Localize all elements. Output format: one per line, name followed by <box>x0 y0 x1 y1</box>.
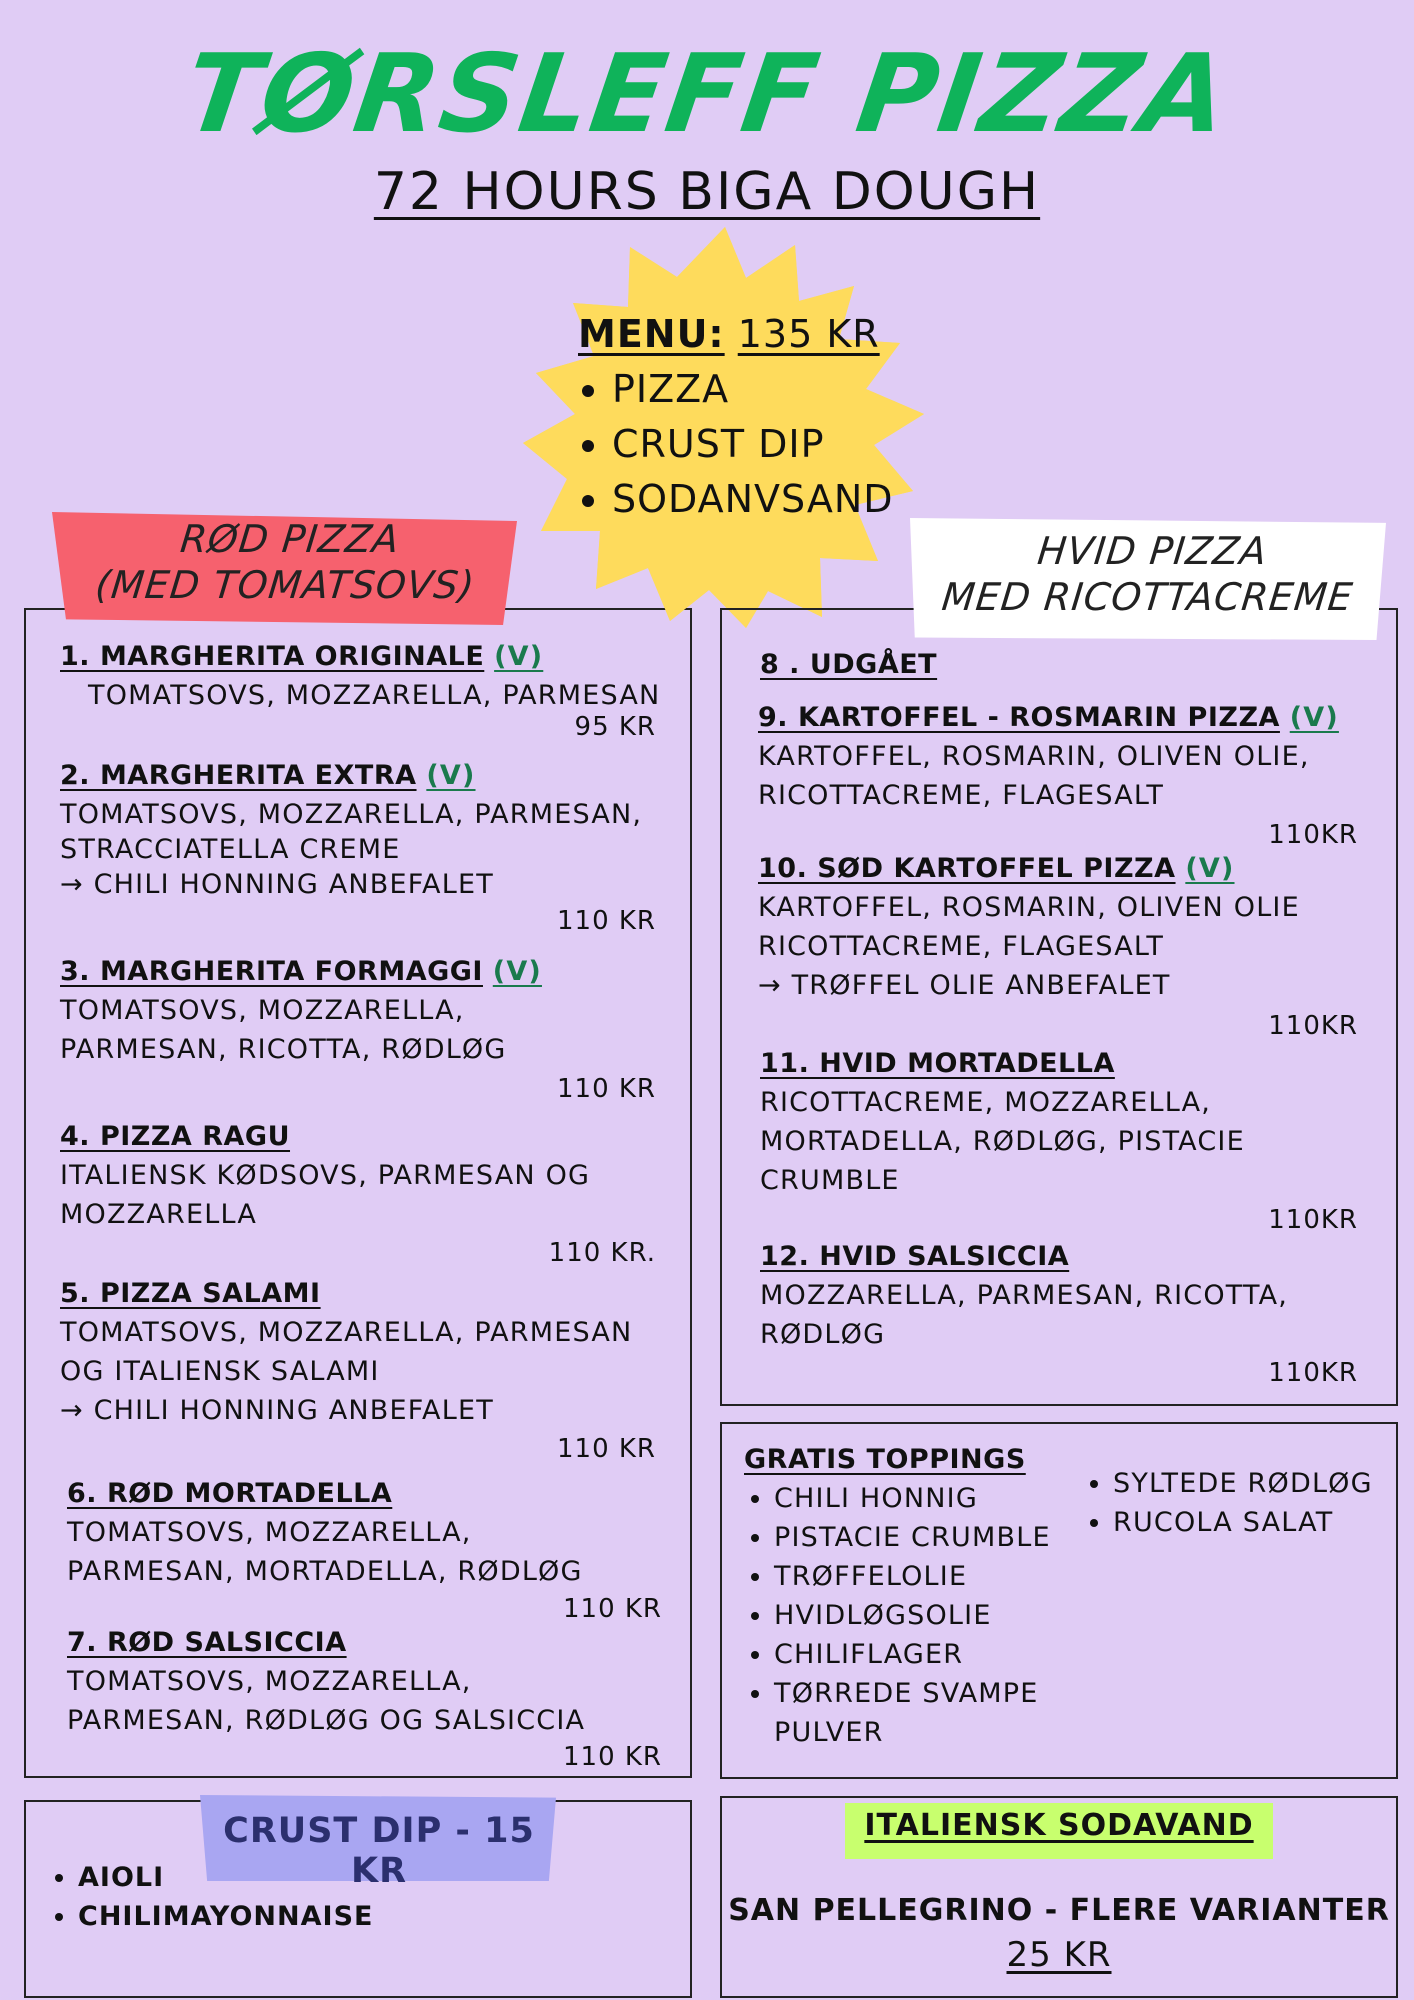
pizza-item-4 <box>60 1117 680 1234</box>
menu-deal-item: • PIZZA <box>612 362 918 417</box>
pizza-name: 8 . UDGÅET <box>760 649 938 680</box>
pizza-desc: TOMATSOVS, MOZZARELLA, <box>67 1666 472 1697</box>
pizza-desc: MOZZARELLA, PARMESAN, RICOTTA, <box>760 1280 1289 1311</box>
pizza-desc: MORTADELLA, RØDLØG, PISTACIE <box>760 1126 1245 1157</box>
pizza-price: 110KR <box>1268 1205 1358 1235</box>
soda-title <box>845 1808 1273 1843</box>
topping-item: • TRØFFELOLIE <box>774 1557 1094 1596</box>
vegetarian-badge: (V) <box>1289 702 1339 733</box>
pizza-name: 5. PIZZA SALAMI <box>60 1278 321 1309</box>
soda-price <box>720 1935 1398 1975</box>
pizza-item-8 <box>760 645 1380 684</box>
pizza-desc: MOZZARELLA <box>60 1199 258 1230</box>
menu-deal-list <box>578 362 918 527</box>
pizza-item-2 <box>60 756 680 904</box>
crust-dip-title: CRUST DIP - 15 KR <box>223 1811 535 1891</box>
pizza-desc: STRACCIATELLA CREME <box>60 834 401 865</box>
pizza-name: 3. MARGHERITA FORMAGGI <box>60 956 483 987</box>
toppings-list-left <box>744 1479 1094 1752</box>
pizza-price: 110KR <box>1268 820 1358 850</box>
menu-deal-item: • CRUST DIP <box>612 417 918 472</box>
menu-deal-item: • SODANVSAND <box>612 472 918 527</box>
pizza-recommendation: → TRØFFEL OLIE ANBEFALET <box>758 970 1171 1001</box>
subtitle-text: 72 HOURS BIGA DOUGH <box>373 162 1041 222</box>
white-pizza-subheading: MED RICOTTACREME <box>939 575 1356 619</box>
soda-desc: SAN PELLEGRINO - FLERE VARIANTER <box>728 1893 1390 1928</box>
toppings-title: GRATIS TOPPINGS <box>744 1444 1026 1475</box>
pizza-item-10 <box>758 849 1378 1005</box>
pizza-price: 110KR <box>1268 1358 1358 1388</box>
restaurant-title: TØRSLEFF PIZZA <box>177 32 1237 157</box>
pizza-price: 95 KR <box>574 712 656 742</box>
pizza-item-3 <box>60 952 680 1069</box>
pizza-desc: TOMATSOVS, MOZZARELLA, PARMESAN, <box>60 799 643 830</box>
pizza-name: 11. HVID MORTADELLA <box>760 1048 1115 1079</box>
pizza-desc: RICOTTACREME, FLAGESALT <box>758 931 1165 962</box>
pizza-item-5 <box>60 1274 680 1430</box>
pizza-item-1 <box>60 637 680 715</box>
soda-title-text: ITALIENSK SODAVAND <box>864 1808 1254 1843</box>
pizza-item-6 <box>67 1474 687 1591</box>
pizza-item-9 <box>758 698 1378 815</box>
dip-item: • AIOLI <box>78 1858 478 1897</box>
topping-item: • PISTACIE CRUMBLE <box>774 1518 1094 1557</box>
pizza-name: 7. RØD SALSICCIA <box>67 1627 347 1658</box>
pizza-price: 110 KR <box>562 1742 662 1772</box>
pizza-desc: ITALIENSK KØDSOVS, PARMESAN OG <box>60 1160 591 1191</box>
pizza-name: 2. MARGHERITA EXTRA <box>60 760 417 791</box>
topping-item: • TØRREDE SVAMPE PULVER <box>774 1674 1094 1752</box>
pizza-name: 12. HVID SALSICCIA <box>760 1241 1070 1272</box>
pizza-item-7 <box>67 1623 687 1740</box>
vegetarian-badge: (V) <box>492 956 542 987</box>
topping-item: • CHILIFLAGER <box>774 1635 1094 1674</box>
topping-item: • HVIDLØGSOLIE <box>774 1596 1094 1635</box>
pizza-price: 110 KR. <box>548 1238 656 1268</box>
menu-deal-header <box>578 312 918 356</box>
pizza-desc: TOMATSOVS, MOZZARELLA, <box>60 995 465 1026</box>
vegetarian-badge: (V) <box>1185 853 1235 884</box>
topping-item: • CHILI HONNIG <box>774 1479 1094 1518</box>
pizza-recommendation: → CHILI HONNING ANBEFALET <box>60 1395 494 1426</box>
pizza-recommendation: → CHILI HONNING ANBEFALET <box>60 869 494 900</box>
pizza-desc: TOMATSOVS, MOZZARELLA, <box>67 1517 472 1548</box>
pizza-desc: PARMESAN, RICOTTA, RØDLØG <box>60 1034 507 1065</box>
vegetarian-badge: (V) <box>494 641 544 672</box>
dip-item: • CHILIMAYONNAISE <box>78 1897 478 1936</box>
pizza-desc: OG ITALIENSK SALAMI <box>60 1356 380 1387</box>
red-pizza-tag-text <box>46 510 528 626</box>
soda-price-text: 25 KR <box>1006 1935 1112 1975</box>
pizza-item-11 <box>760 1044 1380 1200</box>
pizza-desc: RICOTTACREME, MOZZARELLA, <box>760 1087 1212 1118</box>
pizza-price: 110KR <box>1268 1011 1358 1041</box>
menu-deal-price: 135 KR <box>737 312 880 356</box>
pizza-name: 9. KARTOFFEL - ROSMARIN PIZZA <box>758 702 1280 733</box>
pizza-name: 4. PIZZA RAGU <box>60 1121 291 1152</box>
topping-item: • SYLTEDE RØDLØG <box>1113 1464 1413 1503</box>
white-pizza-tag-text <box>915 528 1385 620</box>
pizza-desc: PARMESAN, RØDLØG OG SALSICCIA <box>67 1705 586 1736</box>
pizza-desc: CRUMBLE <box>760 1165 900 1196</box>
red-pizza-heading: RØD PIZZA <box>178 517 402 561</box>
red-pizza-subheading: (MED TOMATSOVS) <box>93 563 478 607</box>
pizza-price: 110 KR <box>556 1074 656 1104</box>
pizza-price: 110 KR <box>556 1434 656 1464</box>
pizza-desc: RØDLØG <box>760 1319 886 1350</box>
crust-dip-list <box>48 1858 478 1936</box>
pizza-desc: KARTOFFEL, ROSMARIN, OLIVEN OLIE, <box>758 741 1310 772</box>
pizza-desc: TOMATSOVS, MOZZARELLA, PARMESAN <box>88 680 661 711</box>
pizza-name: 10. SØD KARTOFFEL PIZZA <box>758 853 1176 884</box>
pizza-name: 1. MARGHERITA ORIGINALE <box>60 641 485 672</box>
pizza-desc: RICOTTACREME, FLAGESALT <box>758 780 1165 811</box>
pizza-desc: TOMATSOVS, MOZZARELLA, PARMESAN <box>60 1317 633 1348</box>
pizza-item-12 <box>760 1237 1380 1354</box>
pizza-desc: PARMESAN, MORTADELLA, RØDLØG <box>67 1556 583 1587</box>
pizza-price: 110 KR <box>556 906 656 936</box>
subtitle <box>0 162 1414 222</box>
menu-deal-overlay <box>578 312 918 527</box>
pizza-desc: KARTOFFEL, ROSMARIN, OLIVEN OLIE <box>758 892 1300 923</box>
pizza-price: 110 KR <box>562 1594 662 1624</box>
white-pizza-heading: HVID PIZZA <box>1035 529 1270 573</box>
vegetarian-badge: (V) <box>426 760 476 791</box>
menu-deal-label: MENU: <box>578 312 725 356</box>
toppings-list-right <box>1083 1464 1413 1542</box>
pizza-name: 6. RØD MORTADELLA <box>67 1478 393 1509</box>
topping-item: • RUCOLA SALAT <box>1113 1503 1413 1542</box>
